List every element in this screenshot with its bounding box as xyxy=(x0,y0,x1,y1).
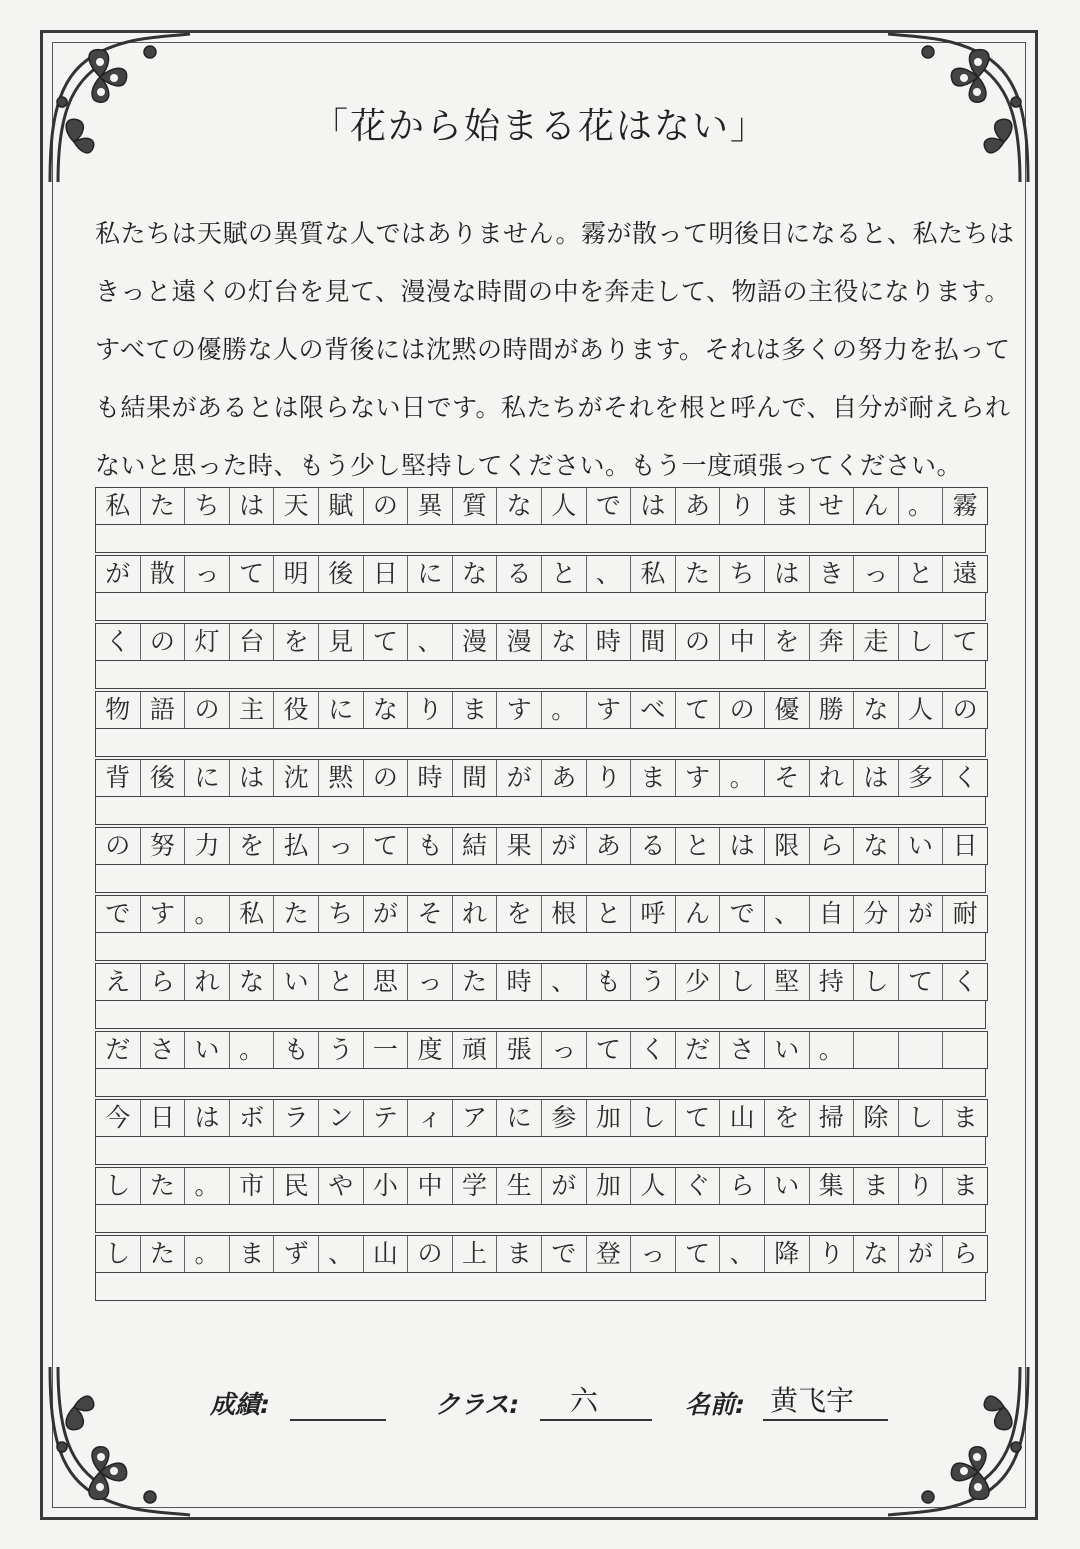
grid-cell: を xyxy=(765,1100,810,1136)
grade-label: 成績: xyxy=(210,1390,270,1419)
grid-cell: 多 xyxy=(899,760,944,796)
grid-cell: 私 xyxy=(631,556,676,592)
grid-cell: な xyxy=(453,556,498,592)
grid-cell: を xyxy=(497,896,542,932)
grid-cell: っ xyxy=(408,964,453,1000)
grid-cell: の xyxy=(185,692,230,728)
grid-cell: 沈 xyxy=(274,760,319,796)
grid-cell: 漫 xyxy=(497,624,542,660)
grid-cell: テ xyxy=(364,1100,409,1136)
grid-cell: 間 xyxy=(631,624,676,660)
model-line: ないと思った時、もう少し堅持してください。もう一度頑張ってください。 xyxy=(95,451,963,480)
grid-cell: て xyxy=(364,624,409,660)
grid-row xyxy=(95,555,990,623)
grid-cell: 人 xyxy=(899,692,944,728)
grid-cell: 灯 xyxy=(185,624,230,660)
grid-cell: に xyxy=(185,760,230,796)
grid-row-gap xyxy=(95,524,986,553)
grid-cell: ま xyxy=(230,1236,275,1272)
grid-cell: 主 xyxy=(230,692,275,728)
grid-cell: の xyxy=(720,692,765,728)
grid-cell: ち xyxy=(720,556,765,592)
model-line: きっと遠くの灯台を見て、漫漫な時間の中を奔走して、物語の主役になります。 xyxy=(95,277,1011,306)
grid-cell: 。 xyxy=(720,760,765,796)
grid-cells xyxy=(95,827,988,865)
grid-cell: と xyxy=(587,896,632,932)
grid-cell: し xyxy=(720,964,765,1000)
grid-cell: さ xyxy=(141,1032,186,1068)
grid-cell: 努 xyxy=(141,828,186,864)
grid-cell: を xyxy=(230,828,275,864)
grid-cell: が xyxy=(899,1236,944,1272)
grid-cell: も xyxy=(587,964,632,1000)
class-line xyxy=(540,1419,652,1421)
grid-cell: な xyxy=(854,1236,899,1272)
grid-cell: ン xyxy=(319,1100,364,1136)
grid-cell: の xyxy=(364,488,409,524)
grid-cell: 時 xyxy=(497,964,542,1000)
grid-cell: に xyxy=(408,556,453,592)
grid-cell: 後 xyxy=(141,760,186,796)
grid-cell: 人 xyxy=(631,1168,676,1204)
grid-cell: と xyxy=(542,556,587,592)
grid-cell: れ xyxy=(810,760,855,796)
grid-cell: て xyxy=(364,828,409,864)
grid-cell xyxy=(854,1032,899,1068)
grid-cell: う xyxy=(319,1032,364,1068)
grid-cell: 。 xyxy=(542,692,587,728)
grid-cell: い xyxy=(274,964,319,1000)
model-line: も結果があるとは限らない日です。私たちがそれを根と呼んで、自分が耐えられ xyxy=(95,393,1011,422)
grid-cell: 時 xyxy=(408,760,453,796)
grid-cell: て xyxy=(676,1236,721,1272)
grid-cell: 根 xyxy=(542,896,587,932)
grid-cell: 結 xyxy=(453,828,498,864)
grid-cell: で xyxy=(542,1236,587,1272)
grid-cell: ま xyxy=(854,1168,899,1204)
grid-cell: べ xyxy=(631,692,676,728)
grid-cell: 漫 xyxy=(453,624,498,660)
grid-cell: 頑 xyxy=(453,1032,498,1068)
grid-row-gap xyxy=(95,728,986,757)
grid-cell: は xyxy=(185,1100,230,1136)
grid-cell: も xyxy=(274,1032,319,1068)
grid-cell: 集 xyxy=(810,1168,855,1204)
grid-cell: 一 xyxy=(364,1032,409,1068)
grid-cell: す xyxy=(141,896,186,932)
grid-cell: 掃 xyxy=(810,1100,855,1136)
grid-cell: ィ xyxy=(408,1100,453,1136)
grid-cell: す xyxy=(587,692,632,728)
grid-cell: の xyxy=(952,695,978,724)
grid-row-gap xyxy=(95,1136,986,1165)
grid-cell: 払 xyxy=(274,828,319,864)
grid-cell: ち xyxy=(319,896,364,932)
grid-cell: 分 xyxy=(854,896,899,932)
grid-cell: 時 xyxy=(587,624,632,660)
grid-cell: で xyxy=(587,488,632,524)
grid-cell: 、 xyxy=(408,624,453,660)
grid-cell: で xyxy=(96,896,141,932)
grid-cell: ず xyxy=(274,1236,319,1272)
grid-cells xyxy=(95,963,988,1001)
grid-cell: 、 xyxy=(319,1236,364,1272)
grid-cell: た xyxy=(141,1236,186,1272)
grid-cell: 民 xyxy=(274,1168,319,1204)
grid-cell: く xyxy=(952,967,978,996)
grid-cells xyxy=(95,623,988,661)
grid-cell: は xyxy=(230,488,275,524)
grid-cell: い xyxy=(185,1032,230,1068)
model-text xyxy=(95,205,1015,495)
grid-cell: 中 xyxy=(408,1168,453,1204)
grid-cell: 思 xyxy=(364,964,409,1000)
grid-cell: ら xyxy=(952,1239,978,1268)
grid-cell: っ xyxy=(319,828,364,864)
grid-cell: 。 xyxy=(810,1032,855,1068)
footer-fields xyxy=(210,1385,910,1425)
grid-cell: 呼 xyxy=(631,896,676,932)
grid-cell: し xyxy=(96,1236,141,1272)
grid-row xyxy=(95,1099,990,1167)
grid-cell: 台 xyxy=(230,624,275,660)
grid-cell: 天 xyxy=(274,488,319,524)
grid-row xyxy=(95,1235,990,1303)
grid-cell: 中 xyxy=(720,624,765,660)
grid-cell: が xyxy=(542,1168,587,1204)
grid-cell: て xyxy=(587,1032,632,1068)
grid-cells xyxy=(95,691,988,729)
grid-cell: 学 xyxy=(453,1168,498,1204)
grid-cell: を xyxy=(765,624,810,660)
grid-cell: な xyxy=(854,692,899,728)
grid-cell: す xyxy=(497,692,542,728)
grid-cell: の xyxy=(364,760,409,796)
grid-row-gap xyxy=(95,1000,986,1029)
grid-cell: ら xyxy=(720,1168,765,1204)
class-value: 六 xyxy=(570,1384,599,1417)
grid-cell: 勝 xyxy=(810,692,855,728)
grid-cell: 役 xyxy=(274,692,319,728)
grid-cells xyxy=(95,1167,988,1205)
grid-row xyxy=(95,1031,990,1099)
grid-row xyxy=(95,827,990,895)
grid-cell: い xyxy=(765,1032,810,1068)
grid-cell: は xyxy=(631,488,676,524)
grid-cell: ボ xyxy=(230,1100,275,1136)
grid-cell: さ xyxy=(720,1032,765,1068)
grid-cell: と xyxy=(319,964,364,1000)
grid-row-gap xyxy=(95,660,986,689)
grid-cell: っ xyxy=(185,556,230,592)
grid-cell: た xyxy=(453,964,498,1000)
grid-cell: が xyxy=(542,828,587,864)
grid-cell: 、 xyxy=(587,556,632,592)
grid-cell: 上 xyxy=(453,1236,498,1272)
grid-cell: 生 xyxy=(497,1168,542,1204)
grid-cell: り xyxy=(899,1168,944,1204)
grid-cell: の xyxy=(408,1236,453,1272)
grid-cells xyxy=(95,1099,988,1137)
grid-cell: 加 xyxy=(587,1100,632,1136)
grid-cell: ま xyxy=(952,1171,978,1200)
grid-cells xyxy=(95,759,988,797)
grid-cell: な xyxy=(542,624,587,660)
grid-cell: あ xyxy=(676,488,721,524)
grid-cell: い xyxy=(765,1168,810,1204)
grid-cell: り xyxy=(587,760,632,796)
writing-grid xyxy=(95,487,990,1303)
grid-cell: 私 xyxy=(230,896,275,932)
grid-cell: 黙 xyxy=(319,760,364,796)
grid-cell: 賦 xyxy=(319,488,364,524)
grid-cell: 、 xyxy=(542,964,587,1000)
grid-row xyxy=(95,759,990,827)
grid-cell: ラ xyxy=(274,1100,319,1136)
grid-cell: 小 xyxy=(364,1168,409,1204)
grid-cell: た xyxy=(141,488,186,524)
grid-cell xyxy=(899,1032,944,1068)
grid-row-gap xyxy=(95,864,986,893)
grid-cell: 、 xyxy=(720,1236,765,1272)
grid-cell: 。 xyxy=(185,896,230,932)
grid-cell: 山 xyxy=(720,1100,765,1136)
grid-cell: 参 xyxy=(542,1100,587,1136)
grid-cell: 物 xyxy=(96,692,141,728)
grid-cell: な xyxy=(230,964,275,1000)
grid-cells xyxy=(95,1235,988,1273)
grid-cell: 日 xyxy=(952,831,978,860)
grid-row xyxy=(95,623,990,691)
grid-cell: に xyxy=(319,692,364,728)
grid-cell: が xyxy=(364,896,409,932)
grid-cell: 、 xyxy=(765,896,810,932)
grid-cell: 後 xyxy=(319,556,364,592)
grid-cell: そ xyxy=(408,896,453,932)
grid-cell: い xyxy=(899,828,944,864)
grid-cell: 語 xyxy=(141,692,186,728)
grid-cell: は xyxy=(854,760,899,796)
corner-ornament-icon xyxy=(40,1357,210,1527)
page-title: 「花から始まる花はない」 xyxy=(311,106,768,147)
grid-cells xyxy=(95,1031,988,1069)
grid-cells xyxy=(95,895,988,933)
grid-cell: え xyxy=(96,964,141,1000)
grid-cell: く xyxy=(952,763,978,792)
grid-cell: 山 xyxy=(364,1236,409,1272)
grid-row-gap xyxy=(95,796,986,825)
grid-cell xyxy=(943,1032,987,1068)
grid-cell: は xyxy=(765,556,810,592)
grid-row-gap xyxy=(95,932,986,961)
grid-cell: て xyxy=(676,692,721,728)
grid-cell: 霧 xyxy=(952,491,978,520)
grid-cell: 度 xyxy=(408,1032,453,1068)
grid-cell: 散 xyxy=(141,556,186,592)
grid-cell: た xyxy=(141,1168,186,1204)
grid-cell: だ xyxy=(676,1032,721,1068)
grid-cell: く xyxy=(631,1032,676,1068)
grid-cell: く xyxy=(96,624,141,660)
grid-cell: し xyxy=(631,1100,676,1136)
grid-cell: 質 xyxy=(453,488,498,524)
grid-cell: っ xyxy=(542,1032,587,1068)
grid-cell: 間 xyxy=(453,760,498,796)
grid-cell: 背 xyxy=(96,760,141,796)
name-label: 名前: xyxy=(685,1390,745,1419)
name-line xyxy=(763,1419,888,1421)
grid-cell: あ xyxy=(587,828,632,864)
grid-row-gap xyxy=(95,1272,986,1301)
grid-cell: が xyxy=(96,556,141,592)
grid-cell: の xyxy=(676,624,721,660)
name-value: 黄飞宇 xyxy=(770,1384,855,1417)
grid-cell: 堅 xyxy=(765,964,810,1000)
grid-cell: 力 xyxy=(185,828,230,864)
grid-cell: 人 xyxy=(542,488,587,524)
grid-cell: て xyxy=(230,556,275,592)
grid-cell: ち xyxy=(185,488,230,524)
grid-row-gap xyxy=(95,1204,986,1233)
grid-cell: う xyxy=(631,964,676,1000)
grid-cell: ぐ xyxy=(676,1168,721,1204)
grid-cell: な xyxy=(497,488,542,524)
grid-cell: 優 xyxy=(765,692,810,728)
grid-cell: た xyxy=(676,556,721,592)
grid-cell: 。 xyxy=(230,1032,275,1068)
grid-cell: て xyxy=(676,1100,721,1136)
grid-cell: は xyxy=(230,760,275,796)
grid-cell: 市 xyxy=(230,1168,275,1204)
grid-cell: れ xyxy=(453,896,498,932)
grid-cell: し xyxy=(854,964,899,1000)
grid-row xyxy=(95,487,990,555)
grid-cell: ま xyxy=(631,760,676,796)
grid-cell: な xyxy=(854,828,899,864)
grid-cell: ま xyxy=(453,692,498,728)
grid-row-gap xyxy=(95,592,986,621)
grid-cell: 日 xyxy=(141,1100,186,1136)
grid-cell: 。 xyxy=(899,488,944,524)
grid-cell: 見 xyxy=(319,624,364,660)
grid-cell: と xyxy=(676,828,721,864)
grid-cell: と xyxy=(899,556,944,592)
grid-cell: を xyxy=(274,624,319,660)
grid-cell: ま xyxy=(952,1103,978,1132)
grid-cell: に xyxy=(497,1100,542,1136)
grid-cell: れ xyxy=(185,964,230,1000)
grid-cell: ま xyxy=(497,1236,542,1272)
class-label: クラス: xyxy=(435,1390,520,1419)
grid-cell: ア xyxy=(453,1100,498,1136)
model-line: 私たちは天賦の異質な人ではありません。霧が散って明後日になると、私たちは xyxy=(95,219,1015,248)
grid-cell: 遠 xyxy=(952,559,978,588)
grid-cell: が xyxy=(497,760,542,796)
grid-cell: 私 xyxy=(96,488,141,524)
corner-ornament-icon xyxy=(868,1357,1038,1527)
grid-cell: ん xyxy=(676,896,721,932)
grid-cell: 登 xyxy=(587,1236,632,1272)
grid-cell: あ xyxy=(542,760,587,796)
grid-cell: も xyxy=(408,828,453,864)
grid-cells xyxy=(95,487,988,525)
grid-cell: 除 xyxy=(854,1100,899,1136)
grid-cell: 耐 xyxy=(952,899,978,928)
grid-cell: き xyxy=(810,556,855,592)
grid-cell: り xyxy=(810,1236,855,1272)
grid-cell: し xyxy=(899,624,944,660)
grid-cell: な xyxy=(364,692,409,728)
grid-cell: 限 xyxy=(765,828,810,864)
grid-cell: し xyxy=(899,1100,944,1136)
grid-cell: は xyxy=(720,828,765,864)
grid-cell: 加 xyxy=(587,1168,632,1204)
grid-cell: し xyxy=(96,1168,141,1204)
grid-cell: 奔 xyxy=(810,624,855,660)
grid-cell: り xyxy=(408,692,453,728)
grid-cell: が xyxy=(899,896,944,932)
grid-cells xyxy=(95,555,988,593)
grade-line xyxy=(290,1419,386,1421)
grid-row-gap xyxy=(95,1068,986,1097)
grid-cell: 少 xyxy=(676,964,721,1000)
grid-cell: 明 xyxy=(274,556,319,592)
grid-cell: り xyxy=(720,488,765,524)
grid-cell: 。 xyxy=(185,1168,230,1204)
grid-cell: そ xyxy=(765,760,810,796)
grid-row xyxy=(95,691,990,759)
grid-cell: 果 xyxy=(497,828,542,864)
grid-row xyxy=(95,1167,990,1235)
grid-cell: 日 xyxy=(364,556,409,592)
grid-cell: る xyxy=(497,556,542,592)
grid-cell: 自 xyxy=(810,896,855,932)
grid-cell: る xyxy=(631,828,676,864)
grid-cell: 走 xyxy=(854,624,899,660)
grid-cell: っ xyxy=(631,1236,676,1272)
grid-cell: 降 xyxy=(765,1236,810,1272)
grid-cell: っ xyxy=(854,556,899,592)
grid-cell: 持 xyxy=(810,964,855,1000)
grid-cell: の xyxy=(96,828,141,864)
grid-cell: ま xyxy=(765,488,810,524)
grid-cell: て xyxy=(952,627,978,656)
grid-cell: 張 xyxy=(497,1032,542,1068)
grid-cell: で xyxy=(720,896,765,932)
grid-row xyxy=(95,963,990,1031)
grid-cell: ら xyxy=(810,828,855,864)
grid-cell: ん xyxy=(854,488,899,524)
grid-row xyxy=(95,895,990,963)
grid-cell: だ xyxy=(96,1032,141,1068)
model-line: すべての優勝な人の背後には沈黙の時間があります。それは多くの努力を払って xyxy=(95,335,1011,364)
grid-cell: 。 xyxy=(185,1236,230,1272)
grid-cell: た xyxy=(274,896,319,932)
grid-cell: 異 xyxy=(408,488,453,524)
grid-cell: 今 xyxy=(96,1100,141,1136)
grid-cell: や xyxy=(319,1168,364,1204)
grid-cell: す xyxy=(676,760,721,796)
grid-cell: て xyxy=(899,964,944,1000)
grid-cell: せ xyxy=(810,488,855,524)
grid-cell: の xyxy=(141,624,186,660)
grid-cell: ら xyxy=(141,964,186,1000)
